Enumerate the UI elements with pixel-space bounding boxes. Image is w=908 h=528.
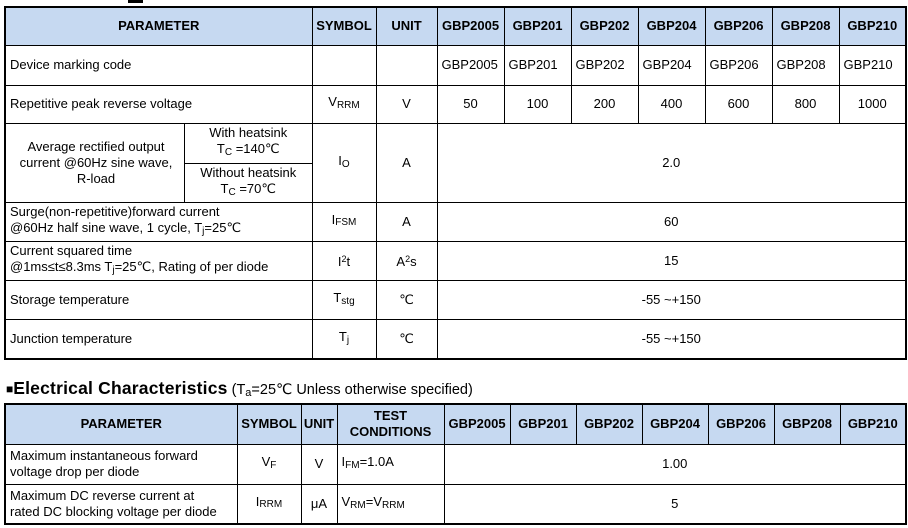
symbol-sub: j (346, 334, 350, 346)
vrrm-param: Repetitive peak reverse voltage (5, 85, 312, 123)
temp-sub: j (112, 264, 115, 276)
without-heatsink-cell (185, 163, 312, 202)
ifsm-param-line1: Surge(non-repetitive)forward current (10, 203, 220, 219)
t2-header-row (5, 404, 906, 444)
tj-unit: ℃ (376, 319, 437, 359)
t1-header-gbp208: GBP208 (772, 7, 839, 45)
irrm-param (5, 484, 237, 524)
ifsm-param-line2 (10, 220, 309, 240)
io-param-line3: R-load (76, 170, 116, 186)
cropped-heading-artifact (128, 0, 143, 3)
t1-header-parameter: PARAMETER (5, 7, 312, 45)
without-heatsink-temp (188, 181, 309, 201)
row-vrrm (5, 85, 906, 123)
io-param-line2: current @60Hz sine wave, (19, 154, 173, 170)
temp-base: T (220, 180, 229, 196)
note-text: =25℃ Unless otherwise specified) (251, 382, 473, 398)
note-sub: a (245, 387, 252, 399)
tc-rest: =1.0A (359, 454, 394, 469)
tj-value: -55 ~+150 (437, 319, 906, 359)
io-heatsink-subcolumn (184, 124, 312, 202)
t2-header-gbp208: GBP208 (774, 404, 840, 444)
symbol-sub: stg (341, 295, 355, 307)
temp-sub: j (202, 225, 205, 237)
device-marking-param: Device marking code (5, 45, 312, 85)
text: =25℃ (204, 219, 242, 235)
with-heatsink-label: With heatsink (209, 125, 288, 140)
tc-sub: RM (350, 499, 366, 511)
symbol-base: I (337, 254, 342, 269)
tstg-symbol (312, 280, 376, 319)
t2-header-gbp210: GBP210 (840, 404, 906, 444)
t1-header-gbp204: GBP204 (638, 7, 705, 45)
with-heatsink-temp (188, 141, 309, 161)
vf-test-condition (337, 444, 444, 484)
section-note (232, 382, 473, 398)
t1-header-gbp2005: GBP2005 (437, 7, 504, 45)
vrrm-value: 1000 (839, 85, 906, 123)
io-param-split (6, 124, 312, 202)
vf-symbol (237, 444, 301, 484)
t1-header-gbp206: GBP206 (705, 7, 772, 45)
vf-param-line1: Maximum instantaneous forward (10, 448, 198, 463)
temp-base: T (216, 141, 225, 156)
symbol-base: T (333, 289, 342, 305)
t2-header-gbp2005: GBP2005 (444, 404, 510, 444)
t1-header-gbp210: GBP210 (839, 7, 906, 45)
symbol-sub: FSM (335, 217, 357, 228)
t1-header-gbp202: GBP202 (571, 7, 638, 45)
t1-header-row (5, 7, 906, 45)
device-marking-value: GBP210 (839, 45, 906, 85)
vrrm-symbol (312, 85, 376, 123)
tstg-param: Storage temperature (5, 280, 312, 319)
t2-header-gbp202: GBP202 (576, 404, 642, 444)
row-ifsm (5, 202, 906, 241)
row-i2t (5, 241, 906, 280)
ifsm-symbol (312, 202, 376, 241)
device-marking-value: GBP2005 (437, 45, 504, 85)
device-marking-value: GBP208 (772, 45, 839, 85)
vf-unit: V (301, 444, 337, 484)
t2-header-unit: UNIT (301, 404, 337, 444)
symbol-base: I (331, 212, 336, 227)
text: @1ms≤t≤8.3ms T (10, 258, 113, 274)
i2t-param (5, 241, 312, 280)
symbol-rest: t (346, 254, 351, 269)
io-unit: A (376, 123, 437, 202)
symbol-sub: O (341, 158, 350, 170)
t2-header-parameter: PARAMETER (5, 404, 237, 444)
electrical-characteristics-heading (6, 378, 473, 399)
with-heatsink-cell (185, 124, 312, 163)
section-title: Electrical Characteristics (13, 378, 228, 398)
symbol-sub: F (270, 460, 277, 471)
device-marking-value: GBP206 (705, 45, 772, 85)
unit-sup: 2 (405, 254, 411, 264)
tc-base: V (341, 493, 351, 509)
electrical-characteristics-table (4, 403, 907, 525)
vf-param (5, 444, 237, 484)
t2-header-gbp204: GBP204 (642, 404, 708, 444)
section-bullet: ■ (6, 382, 14, 396)
vf-value: 1.00 (444, 444, 906, 484)
symbol-base: V (261, 454, 271, 469)
irrm-unit: μA (301, 484, 337, 524)
maximum-ratings-table (4, 6, 907, 360)
symbol-sup: 2 (341, 254, 347, 264)
note-text: (T (231, 382, 246, 398)
i2t-symbol (312, 241, 376, 280)
tj-param: Junction temperature (5, 319, 312, 359)
io-value: 2.0 (437, 123, 906, 202)
t1-header-unit: UNIT (376, 7, 437, 45)
tstg-value: -55 ~+150 (437, 280, 906, 319)
t2-header-test-conditions: TEST CONDITIONS (337, 404, 444, 444)
text: =25℃, Rating of per diode (114, 258, 269, 274)
i2t-value: 15 (437, 241, 906, 280)
row-tstg (5, 280, 906, 319)
symbol-base: T (338, 328, 347, 344)
unit-base: A (396, 254, 406, 269)
row-irrm (5, 484, 906, 524)
symbol-base: V (328, 94, 337, 109)
i2t-unit (376, 241, 437, 280)
t2-header-gbp201: GBP201 (510, 404, 576, 444)
i2t-param-line1: Current squared time (10, 242, 133, 258)
io-param-cell (5, 123, 312, 202)
temp-sub: C (228, 186, 236, 198)
irrm-symbol (237, 484, 301, 524)
device-marking-unit-empty (376, 45, 437, 85)
tc-mid: =V (365, 493, 382, 509)
vrrm-value: 200 (571, 85, 638, 123)
temp-sub: C (224, 147, 233, 158)
ifsm-param (5, 202, 312, 241)
unit-rest: s (410, 254, 417, 269)
irrm-test-condition (337, 484, 444, 524)
io-symbol (312, 123, 376, 202)
device-marking-value: GBP204 (638, 45, 705, 85)
vf-param-line2: voltage drop per diode (10, 464, 140, 479)
symbol-base: I (338, 152, 342, 168)
device-marking-value: GBP201 (504, 45, 571, 85)
t2-header-gbp206: GBP206 (708, 404, 774, 444)
vrrm-value: 50 (437, 85, 504, 123)
vrrm-value: 600 (705, 85, 772, 123)
temp-value: =140℃ (232, 141, 280, 156)
ifsm-value: 60 (437, 202, 906, 241)
vrrm-value: 400 (638, 85, 705, 123)
io-param-text (6, 124, 184, 202)
symbol-sub: RRM (259, 499, 283, 511)
irrm-param-line2: rated DC blocking voltage per diode (10, 503, 217, 519)
vrrm-unit: V (376, 85, 437, 123)
t1-header-symbol: SYMBOL (312, 7, 376, 45)
i2t-param-line2 (10, 259, 309, 279)
tc-sub: FM (345, 460, 360, 471)
row-io (5, 123, 906, 202)
text: @60Hz half sine wave, 1 cycle, T (10, 219, 203, 235)
device-marking-symbol-empty (312, 45, 376, 85)
io-param-line1: Average rectified output (27, 138, 165, 154)
temp-value: =70℃ (235, 180, 276, 196)
t1-header-gbp201: GBP201 (504, 7, 571, 45)
t2-header-symbol: SYMBOL (237, 404, 301, 444)
irrm-param-line1: Maximum DC reverse current at (10, 487, 195, 503)
tj-symbol (312, 319, 376, 359)
irrm-value: 5 (444, 484, 906, 524)
tc-sub: RRM (382, 499, 405, 511)
vrrm-value: 800 (772, 85, 839, 123)
vrrm-value: 100 (504, 85, 571, 123)
row-tj (5, 319, 906, 359)
row-vf (5, 444, 906, 484)
symbol-sub: RRM (336, 100, 360, 111)
device-marking-value: GBP202 (571, 45, 638, 85)
without-heatsink-label: Without heatsink (200, 164, 297, 180)
tc-base: I (341, 454, 346, 469)
tstg-unit: ℃ (376, 280, 437, 319)
ifsm-unit: A (376, 202, 437, 241)
row-device-marking (5, 45, 906, 85)
symbol-base: I (255, 494, 260, 510)
